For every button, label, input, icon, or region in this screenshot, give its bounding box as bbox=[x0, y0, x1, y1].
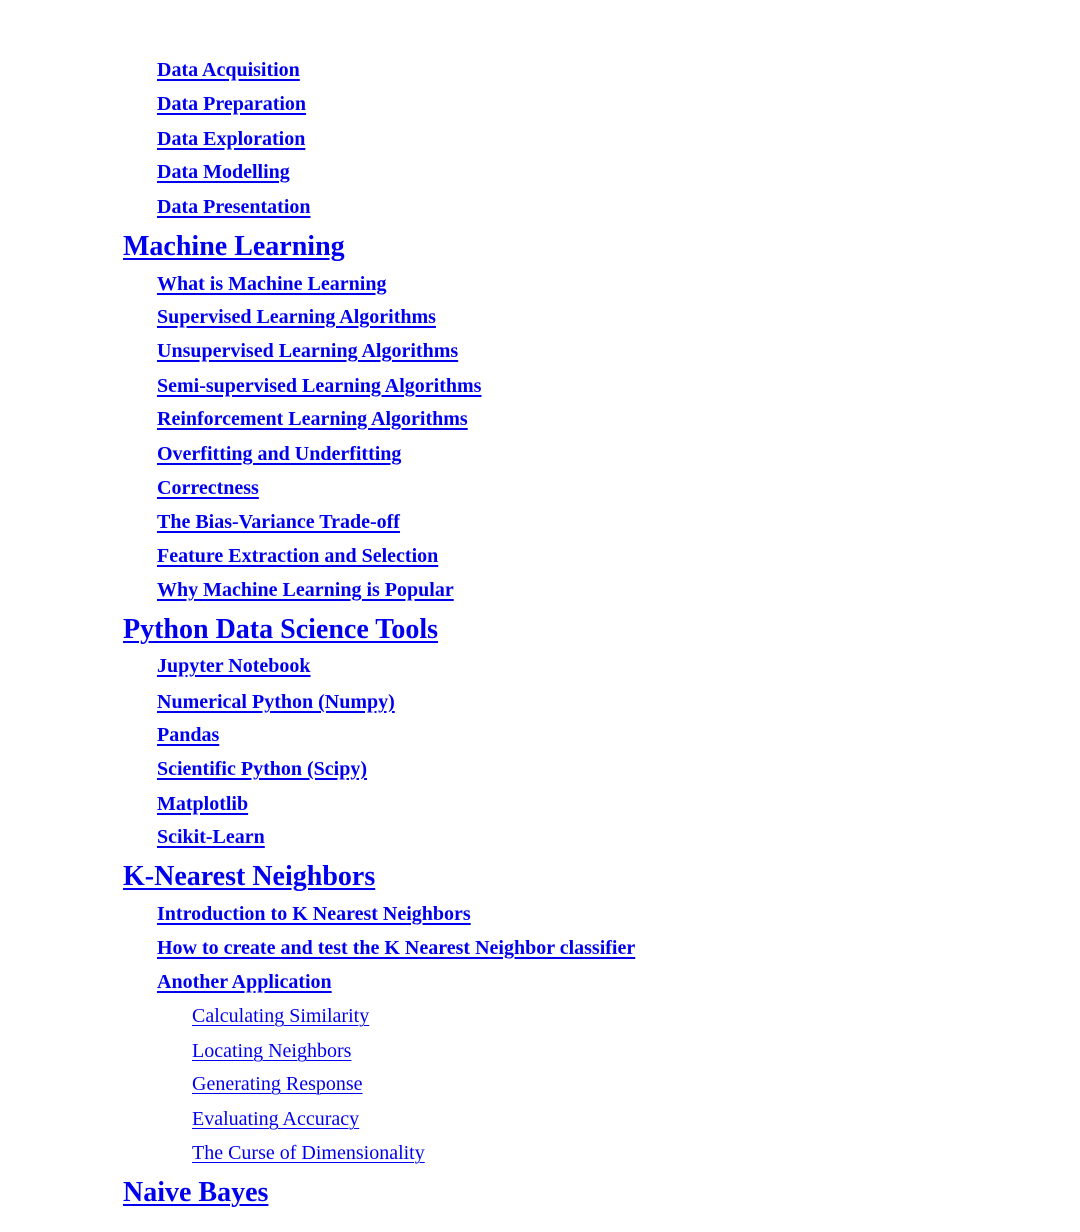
toc-chapter-link-python-data-science-tools[interactable]: Python Data Science Tools bbox=[123, 614, 439, 645]
toc-section-link-supervised-learning-algorithms[interactable]: Supervised Learning Algorithms bbox=[157, 306, 436, 328]
toc-section-link-correctness[interactable]: Correctness bbox=[157, 477, 259, 499]
toc-section-link-data-preparation[interactable]: Data Preparation bbox=[157, 93, 307, 115]
toc-section-link-scientific-python-scipy[interactable]: Scientific Python (Scipy) bbox=[157, 758, 367, 780]
toc-section-link-data-exploration[interactable]: Data Exploration bbox=[157, 128, 306, 150]
toc-subsection-link-locating-neighbors[interactable]: Locating Neighbors bbox=[192, 1040, 352, 1062]
toc-section-link-pandas[interactable]: Pandas bbox=[157, 724, 220, 746]
toc-chapter-link-naive-bayes[interactable]: Naive Bayes bbox=[123, 1177, 269, 1208]
toc-section-link-the-bias-variance-trade-off[interactable]: The Bias-Variance Trade-off bbox=[157, 511, 400, 533]
toc-section-link-scikit-learn[interactable]: Scikit-Learn bbox=[157, 826, 265, 848]
toc-section-link-jupyter-notebook[interactable]: Jupyter Notebook bbox=[157, 655, 311, 677]
toc-section-link-semi-supervised-learning-algorithms[interactable]: Semi-supervised Learning Algorithms bbox=[157, 375, 482, 397]
toc-subsection-link-calculating-similarity[interactable]: Calculating Similarity bbox=[192, 1005, 370, 1027]
toc-subsection-link-evaluating-accuracy[interactable]: Evaluating Accuracy bbox=[192, 1108, 360, 1130]
toc-section-link-feature-extraction-and-selection[interactable]: Feature Extraction and Selection bbox=[157, 545, 439, 567]
toc-chapter-link-k-nearest-neighbors[interactable]: K-Nearest Neighbors bbox=[123, 861, 376, 892]
toc-section-link-why-machine-learning-is-popular[interactable]: Why Machine Learning is Popular bbox=[157, 579, 454, 601]
toc-section-link-data-presentation[interactable]: Data Presentation bbox=[157, 196, 311, 218]
toc-section-link-introduction-to-k-nearest-neighbors[interactable]: Introduction to K Nearest Neighbors bbox=[157, 903, 471, 925]
toc-chapter-link-machine-learning[interactable]: Machine Learning bbox=[123, 231, 345, 262]
toc-section-link-data-modelling[interactable]: Data Modelling bbox=[157, 161, 290, 183]
toc-section-link-numerical-python-numpy[interactable]: Numerical Python (Numpy) bbox=[157, 691, 395, 713]
toc-subsection-link-generating-response[interactable]: Generating Response bbox=[192, 1073, 363, 1095]
toc-section-link-another-application[interactable]: Another Application bbox=[157, 971, 332, 993]
toc-section-link-matplotlib[interactable]: Matplotlib bbox=[157, 793, 249, 815]
toc-section-link-overfitting-and-underfitting[interactable]: Overfitting and Underfitting bbox=[157, 443, 402, 465]
toc-section-link-what-is-machine-learning[interactable]: What is Machine Learning bbox=[157, 273, 387, 295]
toc-section-link-data-acquisition[interactable]: Data Acquisition bbox=[157, 59, 300, 81]
toc-section-link-unsupervised-learning-algorithms[interactable]: Unsupervised Learning Algorithms bbox=[157, 340, 459, 362]
toc-section-link-reinforcement-learning-algorithms[interactable]: Reinforcement Learning Algorithms bbox=[157, 408, 468, 430]
toc-subsection-link-the-curse-of-dimensionality[interactable]: The Curse of Dimensionality bbox=[192, 1142, 425, 1164]
toc-section-link-how-to-create-and-test-the-k-nearest-neighbor-classifier[interactable]: How to create and test the K Nearest Neighbor classifier bbox=[157, 937, 636, 959]
